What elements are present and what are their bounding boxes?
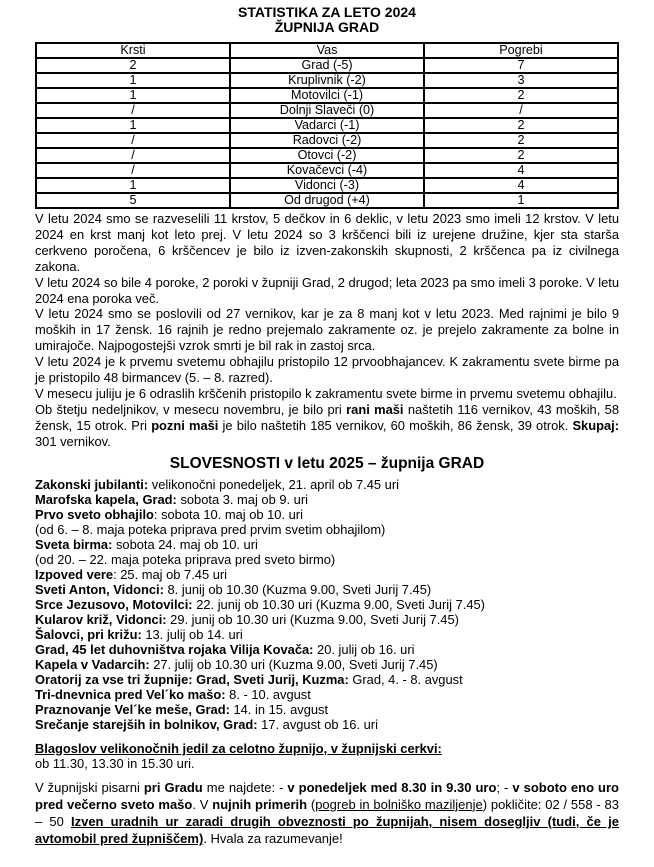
text-run: Šalovci, pri križu: <box>35 626 142 642</box>
table-row <box>36 163 618 178</box>
text-run: Blagoslov velikonočnih jedil za celotno župnijo, v župnijski cerkvi: <box>35 740 442 756</box>
table-cell: Radovci (-2) <box>230 133 424 148</box>
event-line <box>35 612 619 627</box>
text-run: ; - <box>496 779 513 795</box>
office-hours-paragraph <box>35 779 619 848</box>
stats-table-body <box>36 58 618 208</box>
table-row <box>36 193 618 208</box>
text-run: Srečanje starejših in bolnikov, Grad: <box>35 716 258 732</box>
text-run: : sobota 10. maj ob 10. uri <box>153 506 303 522</box>
table-cell: 2 <box>424 148 618 163</box>
table-row <box>36 148 618 163</box>
statistics-table <box>35 42 619 209</box>
text-run: Sveta birma: <box>35 536 113 552</box>
text-run: V župnijski pisarni <box>35 779 144 795</box>
table-row <box>36 58 618 73</box>
event-line <box>35 522 619 537</box>
page-title <box>35 5 619 35</box>
table-cell: Dolnji Slaveči (0) <box>230 103 424 118</box>
text-run: me najdete: - <box>202 779 288 795</box>
event-line <box>35 477 619 492</box>
event-line <box>35 582 619 597</box>
table-cell: 4 <box>424 163 618 178</box>
event-line <box>35 687 619 702</box>
table-cell: Od drugod (+4) <box>230 193 424 208</box>
text-run: V letu 2024 smo se razveselili 11 krstov, 5 dečkov in 6 deklic, v letu 2023 smo imeli 12 krstov. V letu 2024 en krst manj kot leto prej. V letu 2024 so 3 krščenci bili iz urejene družine, kjer sta starša cerkveno poročena, 6 krščencev je bilo iz izven-zakonskih skupnosti, 2 krščenca pa iz civilnega zakona. <box>35 211 619 274</box>
table-cell: / <box>36 133 230 148</box>
table-cell: 2 <box>424 118 618 133</box>
text-run: Prvo sveto obhajilo <box>35 506 154 522</box>
text-run: Oratorij za vse tri župnije: Grad, Sveti Jurij, Kuzma: <box>35 671 349 687</box>
text-run: V letu 2024 je k prvemu svetemu obhajilu pristopilo 12 prvoobhajancev. K zakramentu svete birme pa je pristopilo 48 birmancev (5. – 8. razred). <box>35 354 619 386</box>
text-run: Skupaj: <box>572 417 619 433</box>
text-run: 14. in 15. avgust <box>229 701 329 717</box>
table-cell: / <box>424 103 618 118</box>
text-run: ) pokličite: 02 / 558 - 83 – 50 <box>35 796 619 829</box>
statistics-paragraph <box>35 211 619 275</box>
text-run: v ponedeljek med 8.30 in 9.30 uro <box>287 779 497 795</box>
statistics-paragraph <box>35 354 619 386</box>
event-line <box>35 717 619 732</box>
table-cell: 1 <box>36 88 230 103</box>
event-line <box>35 507 619 522</box>
text-run: pozni maši <box>151 417 219 433</box>
table-cell: 2 <box>424 133 618 148</box>
text-run: V mesecu juliju je 6 odraslih krščenih pristopilo k zakramentu svete birme in prvemu svetemu obhajilu. <box>35 385 617 401</box>
event-line <box>35 537 619 552</box>
table-cell: / <box>36 163 230 178</box>
text-run: Srce Jezusovo, Motovilci: <box>35 596 193 612</box>
table-row <box>36 133 618 148</box>
statistics-paragraph <box>35 402 619 450</box>
text-run: Kapela v Vadarcih: <box>35 656 150 672</box>
event-line <box>35 702 619 717</box>
table-cell: Motovilci (-1) <box>230 88 424 103</box>
text-run: Praznovanje Vel´ke meše, Grad: <box>35 701 230 717</box>
text-run: Grad, 45 let duhovništva rojaka Vilija Kovača: <box>35 641 314 657</box>
text-run: : 25. maj ob 7.45 uri <box>113 566 228 582</box>
text-run: ob 11.30, 13.30 in 15.30 uri. <box>35 756 195 772</box>
text-run: (od 6. – 8. maja poteka priprava pred prvim svetim obhajilom) <box>35 521 386 537</box>
column-header: Pogrebi <box>424 43 618 58</box>
text-run: rani maši <box>346 401 404 417</box>
table-row <box>36 73 618 88</box>
text-run: 8. junij ob 10.30 (Kuzma 9.00, Sveti Jurij 7.45) <box>163 581 432 597</box>
text-run: V letu 2024 so bile 4 poroke, 2 poroki v župniji Grad, 2 drugod; leta 2023 pa smo imeli 3 poroke. V letu 2024 ena poroka več. <box>35 274 619 306</box>
table-cell: 1 <box>36 118 230 133</box>
event-line <box>35 567 619 582</box>
text-run: nujnih primerih <box>212 796 308 812</box>
text-run: Tri-dnevnica pred Vel´ko mašo: <box>35 686 226 702</box>
text-run: pogreb in bolniško maziljenje <box>315 796 483 812</box>
table-cell: 1 <box>36 73 230 88</box>
table-cell: Grad (-5) <box>230 58 424 73</box>
column-header: Vas <box>230 43 424 58</box>
table-row <box>36 118 618 133</box>
table-cell: Kruplivnik (-2) <box>230 73 424 88</box>
text-run: sobota 3. maj ob 9. uri <box>176 491 308 507</box>
blessing-line <box>35 741 619 757</box>
celebrations-heading: SLOVESNOSTI v letu 2025 – župnija GRAD <box>169 454 485 472</box>
table-row <box>36 178 618 193</box>
blessing-line <box>35 756 619 772</box>
table-cell: 1 <box>36 178 230 193</box>
text-run: Izven uradnih ur zaradi drugih obveznosti po župnijah, nisem dosegljiv (tudi, če je avtomobil pred župniščem) <box>35 814 619 847</box>
text-run: je bilo naštetih 185 vernikov, 60 moških, 86 žensk, 39 otrok. <box>218 417 573 433</box>
stats-table-head <box>36 43 618 58</box>
text-run: naštetih 116 vernikov, 43 moških, 58 žensk, 15 otrok. Pri <box>35 401 619 433</box>
event-line <box>35 672 619 687</box>
table-cell: Kovačevci (-4) <box>230 163 424 178</box>
text-run: Zakonski jubilanti: <box>35 476 149 492</box>
table-cell: 4 <box>424 178 618 193</box>
blessing-section <box>35 741 619 772</box>
text-run: 29. junij ob 10.30 uri (Kuzma 9.00, Sveti Jurij 7.45) <box>166 611 459 627</box>
table-cell: 3 <box>424 73 618 88</box>
title-line-2: ŽUPNIJA GRAD <box>274 19 380 35</box>
text-run: pri Gradu <box>143 779 203 795</box>
text-run: Kularov križ, Vidonci: <box>35 611 167 627</box>
statistics-paragraph <box>35 275 619 307</box>
table-cell: 7 <box>424 58 618 73</box>
celebrations-list <box>35 477 619 732</box>
stats-table-header-row <box>36 43 618 58</box>
statistics-paragraph <box>35 386 619 402</box>
text-run: 20. julij ob 16. uri <box>313 641 415 657</box>
table-cell: / <box>36 103 230 118</box>
text-run: velikonočni ponedeljek, 21. april ob 7.45 uri <box>148 476 399 492</box>
text-run: 13. julij ob 14. uri <box>141 626 243 642</box>
table-cell: 2 <box>424 88 618 103</box>
text-run: v soboto eno uro pred večerno sveto mašo <box>35 779 619 812</box>
text-run: ( <box>307 796 316 812</box>
text-run: 22. junij ob 10.30 uri (Kuzma 9.00, Sveti Jurij 7.45) <box>192 596 485 612</box>
table-cell: 5 <box>36 193 230 208</box>
event-line <box>35 642 619 657</box>
text-run: Grad, 4. - 8. avgust <box>348 671 463 687</box>
text-run: 8. - 10. avgust <box>225 686 311 702</box>
statistics-paragraphs <box>35 211 619 450</box>
event-line <box>35 552 619 567</box>
text-run: 17. avgust ob 16. uri <box>257 716 378 732</box>
statistics-paragraph <box>35 306 619 354</box>
table-row <box>36 103 618 118</box>
table-cell: 1 <box>424 193 618 208</box>
text-run: 27. julij ob 10.30 uri (Kuzma 9.00, Sveti Jurij 7.45) <box>149 656 438 672</box>
event-line <box>35 597 619 612</box>
event-line <box>35 657 619 672</box>
event-line <box>35 627 619 642</box>
text-run: Ob štetju nedeljnikov, v mesecu novembru, je bilo pri <box>35 401 347 417</box>
text-run: Sveti Anton, Vidonci: <box>35 581 164 597</box>
text-run: . Hvala za razumevanje! <box>203 831 343 847</box>
title-line-1: STATISTIKA ZA LETO 2024 <box>238 4 416 20</box>
text-run: Izpoved vere <box>35 566 114 582</box>
text-run: (od 20. – 22. maja poteka priprava pred sveto birmo) <box>35 551 336 567</box>
table-cell: Vadarci (-1) <box>230 118 424 133</box>
text-run: . V <box>192 796 213 812</box>
text-run: Marofska kapela, Grad: <box>35 491 177 507</box>
column-header: Krsti <box>36 43 230 58</box>
text-run: sobota 24. maj ob 10. uri <box>112 536 258 552</box>
table-cell: / <box>36 148 230 163</box>
table-cell: 2 <box>36 58 230 73</box>
table-cell: Vidonci (-3) <box>230 178 424 193</box>
table-row <box>36 88 618 103</box>
table-cell: Otovci (-2) <box>230 148 424 163</box>
event-line <box>35 492 619 507</box>
text-run: 301 vernikov. <box>35 433 111 449</box>
text-run: V letu 2024 smo se poslovili od 27 vernikov, kar je za 8 manj kot v letu 2023. Med rajnimi je bilo 9 moških in 17 žensk. 16 rajnih je redno prejemalo zakramente oz. je prejelo zakramente za bolne in umirajoče. Najpogostejši vzrok smrti je bil rak in zastoj srca. <box>35 306 619 354</box>
